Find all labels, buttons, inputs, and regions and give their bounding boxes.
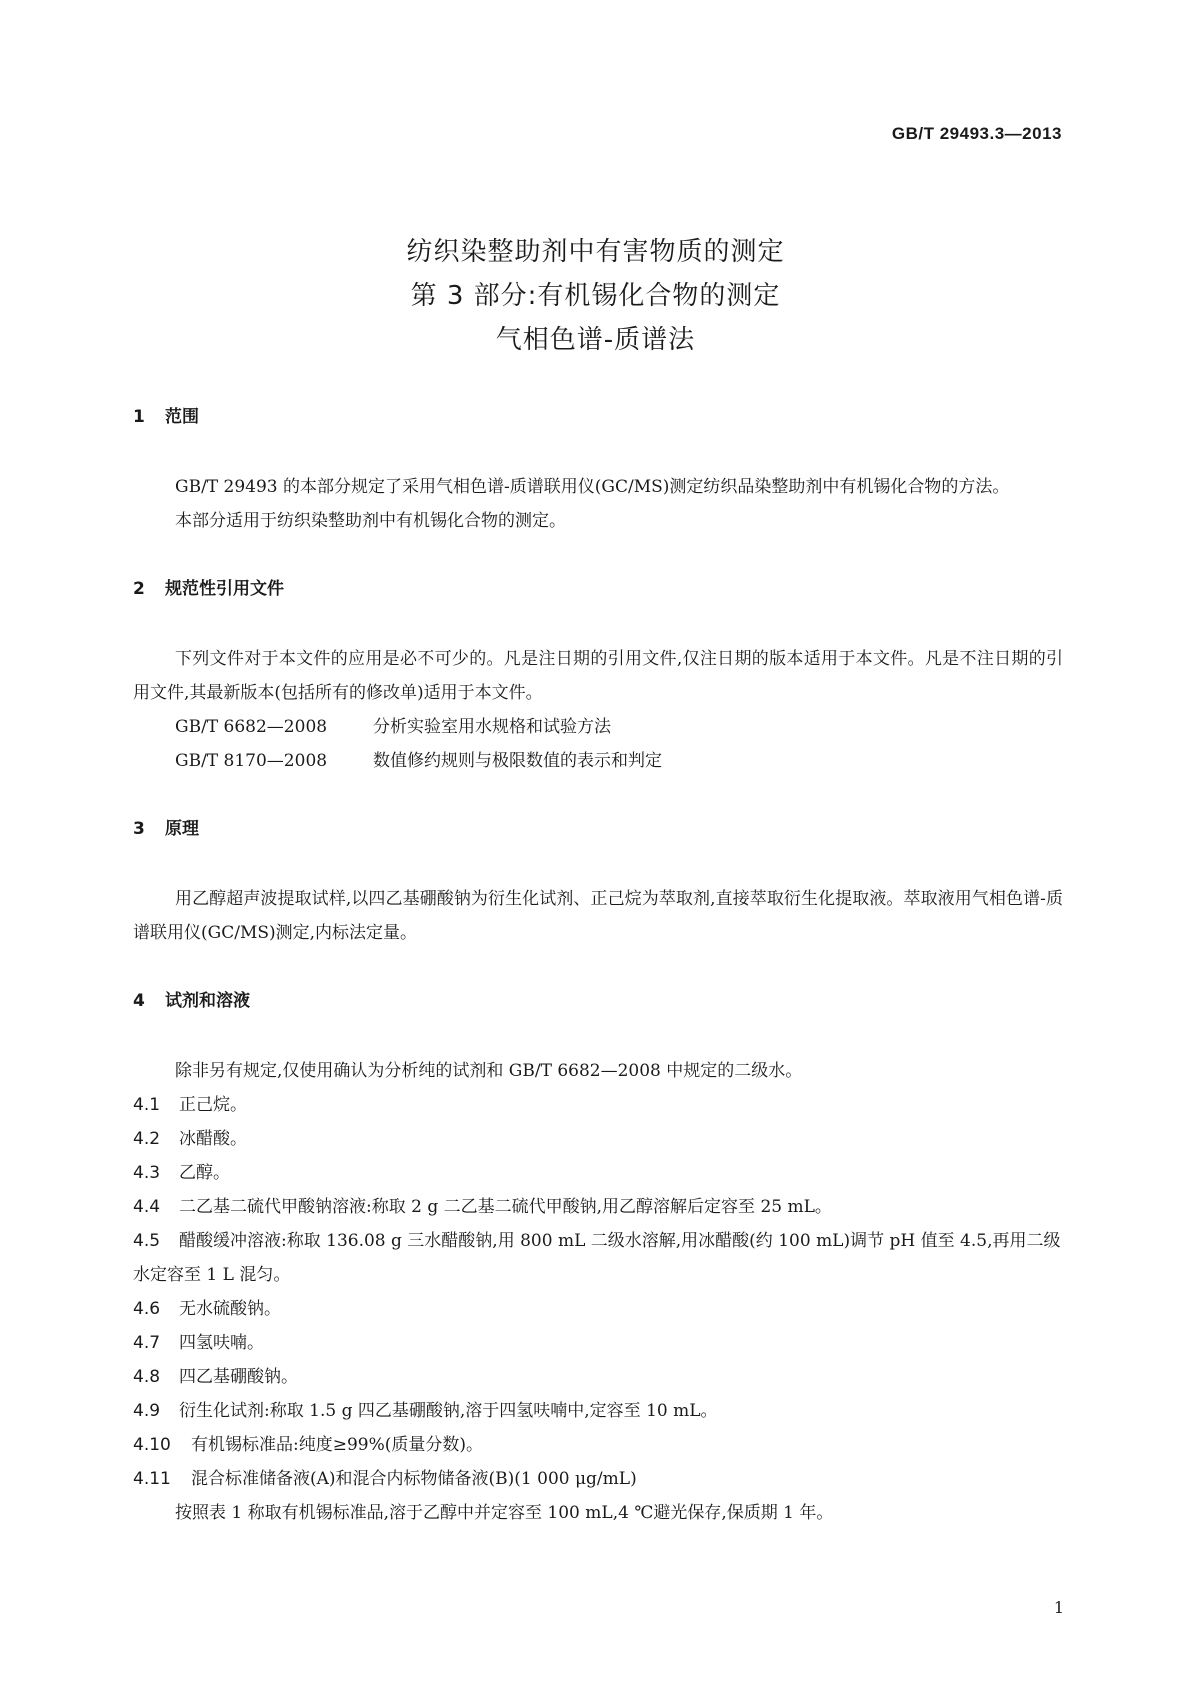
document-body	[133, 400, 1063, 1530]
section-heading-principle: 3 原理	[133, 819, 199, 839]
list-item: 4.9 衍生化试剂:称取 1.5 g 四乙基硼酸钠,溶于四氢呋喃中,定容至 10 mL。	[133, 1401, 718, 1421]
title-line-3: 气相色谱-质谱法	[495, 325, 696, 355]
list-item: 4.10 有机锡标准品:纯度≥99%(质量分数)。	[133, 1435, 484, 1455]
list-item: 4.5 醋酸缓冲溶液:称取 136.08 g 三水醋酸钠,用 800 mL 二级水溶解,用冰醋酸(约 100 mL)调节 pH 值至 4.5,再用二级水定容至 1 L 混匀。	[133, 1231, 1061, 1285]
list-item: 4.3 乙醇。	[133, 1163, 230, 1183]
list-item: 4.2 冰醋酸。	[133, 1129, 247, 1149]
section-heading-normative-references: 2 规范性引用文件	[133, 579, 284, 599]
page-number: 1	[1053, 1598, 1064, 1617]
paragraph: 用乙醇超声波提取试样,以四乙基硼酸钠为衍生化试剂、正己烷为萃取剂,直接萃取衍生化提取液。萃取液用气相色谱-质谱联用仪(GC/MS)测定,内标法定量。	[133, 889, 1063, 943]
list-item: 4.7 四氢呋喃。	[133, 1333, 264, 1353]
title-line-1: 纺织染整助剂中有害物质的测定	[406, 237, 785, 267]
list-item: 4.8 四乙基硼酸钠。	[133, 1367, 298, 1387]
list-item: 4.1 正己烷。	[133, 1095, 247, 1115]
paragraph: 按照表 1 称取有机锡标准品,溶于乙醇中并定容至 100 mL,4 ℃避光保存,保质期 1 年。	[175, 1503, 834, 1523]
paragraph: 本部分适用于纺织染整助剂中有机锡化合物的测定。	[175, 511, 566, 531]
title-line-2: 第 3 部分:有机锡化合物的测定	[410, 281, 781, 311]
section-heading-reagents: 4 试剂和溶液	[133, 991, 250, 1011]
document-title	[0, 230, 1191, 362]
paragraph: 除非另有规定,仅使用确认为分析纯的试剂和 GB/T 6682—2008 中规定的二级水。	[175, 1061, 803, 1081]
list-item: 4.4 二乙基二硫代甲酸钠溶液:称取 2 g 二乙基二硫代甲酸钠,用乙醇溶解后定容至 25 mL。	[133, 1197, 832, 1217]
reference-item: GB/T 8170—2008 数值修约规则与极限数值的表示和判定	[175, 751, 662, 771]
paragraph: 下列文件对于本文件的应用是必不可少的。凡是注日期的引用文件,仅注日期的版本适用于本文件。凡是不注日期的引用文件,其最新版本(包括所有的修改单)适用于本文件。	[133, 649, 1063, 703]
section-heading-scope: 1 范围	[133, 407, 199, 427]
list-item: 4.6 无水硫酸钠。	[133, 1299, 281, 1319]
standard-code: GB/T 29493.3—2013	[891, 124, 1062, 143]
reference-item: GB/T 6682—2008 分析实验室用水规格和试验方法	[175, 717, 611, 737]
paragraph: GB/T 29493 的本部分规定了采用气相色谱-质谱联用仪(GC/MS)测定纺织品染整助剂中有机锡化合物的方法。	[175, 477, 1010, 497]
list-item: 4.11 混合标准储备液(A)和混合内标物储备液(B)(1 000 μg/mL)	[133, 1469, 637, 1489]
